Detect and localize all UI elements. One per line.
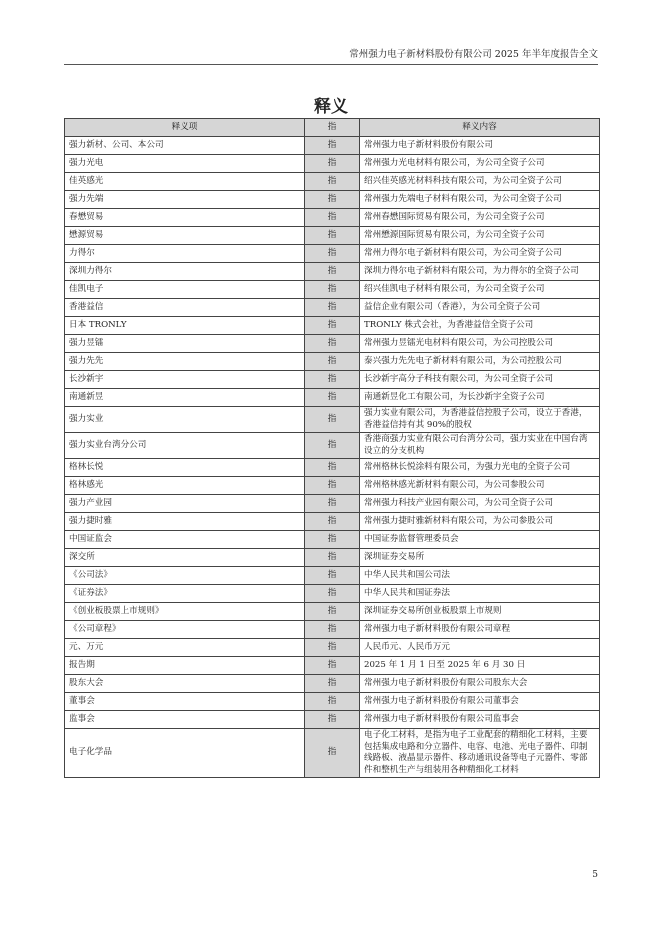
table-row — [65, 657, 600, 675]
table-row — [65, 459, 600, 477]
mark-cell: 指 — [305, 513, 360, 531]
mark-cell: 指 — [305, 209, 360, 227]
term-cell: 报告期 — [65, 657, 305, 675]
term-cell: 深交所 — [65, 549, 305, 567]
page-header: 常州强力电子新材料股份有限公司 2025 年半年度报告全文 — [64, 46, 598, 65]
definition-cell: 常州强力昱镭光电材料有限公司，为公司控股公司 — [360, 335, 600, 353]
definition-cell: 深圳力得尔电子新材料有限公司，为力得尔的全资子公司 — [360, 263, 600, 281]
mark-cell: 指 — [305, 675, 360, 693]
table-row — [65, 477, 600, 495]
term-cell: 电子化学品 — [65, 729, 305, 778]
definition-cell: 常州强力先端电子材料有限公司，为公司全资子公司 — [360, 191, 600, 209]
table-row — [65, 549, 600, 567]
definition-cell: 常州春懋国际贸易有限公司，为公司全资子公司 — [360, 209, 600, 227]
mark-cell: 指 — [305, 459, 360, 477]
mark-cell: 指 — [305, 567, 360, 585]
table-row — [65, 621, 600, 639]
term-cell: 佳英感光 — [65, 173, 305, 191]
table-row — [65, 567, 600, 585]
mark-cell: 指 — [305, 281, 360, 299]
term-cell: 股东大会 — [65, 675, 305, 693]
term-cell: 强力昱镭 — [65, 335, 305, 353]
definition-cell: 常州强力电子新材料股份有限公司 — [360, 137, 600, 155]
term-cell: 中国证监会 — [65, 531, 305, 549]
definitions-table — [64, 118, 600, 778]
term-cell: 南通新昱 — [65, 389, 305, 407]
table-row — [65, 531, 600, 549]
mark-cell: 指 — [305, 371, 360, 389]
mark-cell: 指 — [305, 711, 360, 729]
mark-cell: 指 — [305, 407, 360, 433]
term-cell: 元、万元 — [65, 639, 305, 657]
term-cell: 强力实业台湾分公司 — [65, 433, 305, 459]
table-row — [65, 675, 600, 693]
definition-cell: 常州力得尔电子新材料有限公司，为公司全资子公司 — [360, 245, 600, 263]
definition-cell: 常州强力光电材料有限公司，为公司全资子公司 — [360, 155, 600, 173]
table-row — [65, 495, 600, 513]
term-cell: 懋源贸易 — [65, 227, 305, 245]
mark-cell: 指 — [305, 245, 360, 263]
mark-cell: 指 — [305, 477, 360, 495]
mark-cell: 指 — [305, 353, 360, 371]
definition-cell: 人民币元、人民币万元 — [360, 639, 600, 657]
table-row — [65, 407, 600, 433]
term-cell: 格林感光 — [65, 477, 305, 495]
term-cell: 董事会 — [65, 693, 305, 711]
mark-cell: 指 — [305, 227, 360, 245]
mark-cell: 指 — [305, 693, 360, 711]
mark-cell: 指 — [305, 317, 360, 335]
mark-cell: 指 — [305, 585, 360, 603]
term-cell: 香港益信 — [65, 299, 305, 317]
definition-cell: 益信企业有限公司（香港），为公司全资子公司 — [360, 299, 600, 317]
table-row — [65, 299, 600, 317]
term-cell: 《创业板股票上市规则》 — [65, 603, 305, 621]
page-number: 5 — [592, 870, 598, 880]
mark-cell: 指 — [305, 549, 360, 567]
definition-cell: 常州强力电子新材料股份有限公司董事会 — [360, 693, 600, 711]
term-cell: 春懋贸易 — [65, 209, 305, 227]
table-row — [65, 639, 600, 657]
term-cell: 佳凯电子 — [65, 281, 305, 299]
definition-cell: 常州强力电子新材料股份有限公司章程 — [360, 621, 600, 639]
table-row — [65, 693, 600, 711]
definition-cell: 常州强力电子新材料股份有限公司监事会 — [360, 711, 600, 729]
term-cell: 强力捷时雅 — [65, 513, 305, 531]
mark-cell: 指 — [305, 657, 360, 675]
column-header-term: 释义项 — [65, 119, 305, 137]
mark-cell: 指 — [305, 137, 360, 155]
term-cell: 长沙新宇 — [65, 371, 305, 389]
table-row — [65, 155, 600, 173]
term-cell: 力得尔 — [65, 245, 305, 263]
definition-cell: TRONLY 株式会社，为香港益信全资子公司 — [360, 317, 600, 335]
mark-cell: 指 — [305, 729, 360, 778]
definition-cell: 常州强力科技产业园有限公司，为公司全资子公司 — [360, 495, 600, 513]
table-row — [65, 263, 600, 281]
table-header-row — [65, 119, 600, 137]
definition-cell: 中华人民共和国公司法 — [360, 567, 600, 585]
term-cell: 强力产业园 — [65, 495, 305, 513]
mark-cell: 指 — [305, 433, 360, 459]
mark-cell: 指 — [305, 603, 360, 621]
definition-cell: 中华人民共和国证券法 — [360, 585, 600, 603]
mark-cell: 指 — [305, 335, 360, 353]
mark-cell: 指 — [305, 639, 360, 657]
term-cell: 强力新材、公司、本公司 — [65, 137, 305, 155]
term-cell: 日本 TRONLY — [65, 317, 305, 335]
term-cell: 强力实业 — [65, 407, 305, 433]
table-row — [65, 281, 600, 299]
definition-cell: 常州懋源国际贸易有限公司，为公司全资子公司 — [360, 227, 600, 245]
table-row — [65, 603, 600, 621]
mark-cell: 指 — [305, 389, 360, 407]
definition-cell: 泰兴强力先先电子新材料有限公司，为公司控股公司 — [360, 353, 600, 371]
mark-cell: 指 — [305, 263, 360, 281]
definition-cell: 长沙新宇高分子科技有限公司，为公司全资子公司 — [360, 371, 600, 389]
definition-cell: 常州格林感光新材料有限公司，为公司参股公司 — [360, 477, 600, 495]
table-row — [65, 137, 600, 155]
definition-cell: 中国证券监督管理委员会 — [360, 531, 600, 549]
mark-cell: 指 — [305, 299, 360, 317]
table-row — [65, 389, 600, 407]
table-row — [65, 711, 600, 729]
definition-cell: 常州格林长悦涂料有限公司，为强力光电的全资子公司 — [360, 459, 600, 477]
table-row — [65, 317, 600, 335]
table-row — [65, 191, 600, 209]
column-header-mark: 指 — [305, 119, 360, 137]
mark-cell: 指 — [305, 191, 360, 209]
mark-cell: 指 — [305, 495, 360, 513]
definition-cell: 深圳证券交易所创业板股票上市规则 — [360, 603, 600, 621]
mark-cell: 指 — [305, 173, 360, 191]
term-cell: 《证券法》 — [65, 585, 305, 603]
mark-cell: 指 — [305, 531, 360, 549]
table-row — [65, 173, 600, 191]
definition-cell: 南通新昱化工有限公司，为长沙新宇全资子公司 — [360, 389, 600, 407]
table-row — [65, 335, 600, 353]
definition-cell: 2025 年 1 月 1 日至 2025 年 6 月 30 日 — [360, 657, 600, 675]
mark-cell: 指 — [305, 621, 360, 639]
table-row — [65, 245, 600, 263]
page-title: 释义 — [314, 97, 348, 117]
mark-cell: 指 — [305, 155, 360, 173]
term-cell: 强力先端 — [65, 191, 305, 209]
table-row — [65, 209, 600, 227]
table-row — [65, 729, 600, 778]
definition-cell: 常州强力捷时雅新材料有限公司，为公司参股公司 — [360, 513, 600, 531]
term-cell: 强力先先 — [65, 353, 305, 371]
column-header-definition: 释义内容 — [360, 119, 600, 137]
table-row — [65, 433, 600, 459]
table-row — [65, 585, 600, 603]
definition-cell: 常州强力电子新材料股份有限公司股东大会 — [360, 675, 600, 693]
term-cell: 格林长悦 — [65, 459, 305, 477]
definition-cell: 香港商强力实业有限公司台湾分公司，强力实业在中国台湾设立的分支机构 — [360, 433, 600, 459]
definition-cell: 深圳证券交易所 — [360, 549, 600, 567]
table-row — [65, 513, 600, 531]
definition-cell: 电子化工材料，是指为电子工业配套的精细化工材料，主要包括集成电路和分立器件、电容、电池、光电子器件、印制线路板、液晶显示器件、移动通讯设备等电子元器件、零部件和整机生产与组装用各种精细化工材料 — [360, 729, 600, 778]
term-cell: 强力光电 — [65, 155, 305, 173]
term-cell: 《公司章程》 — [65, 621, 305, 639]
table-row — [65, 371, 600, 389]
definition-cell: 绍兴佳英感光材料科技有限公司，为公司全资子公司 — [360, 173, 600, 191]
definition-cell: 强力实业有限公司，为香港益信控股子公司，设立于香港，香港益信持有其 90%的股权 — [360, 407, 600, 433]
term-cell: 深圳力得尔 — [65, 263, 305, 281]
table-row — [65, 353, 600, 371]
definition-cell: 绍兴佳凯电子材料有限公司，为公司全资子公司 — [360, 281, 600, 299]
term-cell: 监事会 — [65, 711, 305, 729]
table-row — [65, 227, 600, 245]
term-cell: 《公司法》 — [65, 567, 305, 585]
